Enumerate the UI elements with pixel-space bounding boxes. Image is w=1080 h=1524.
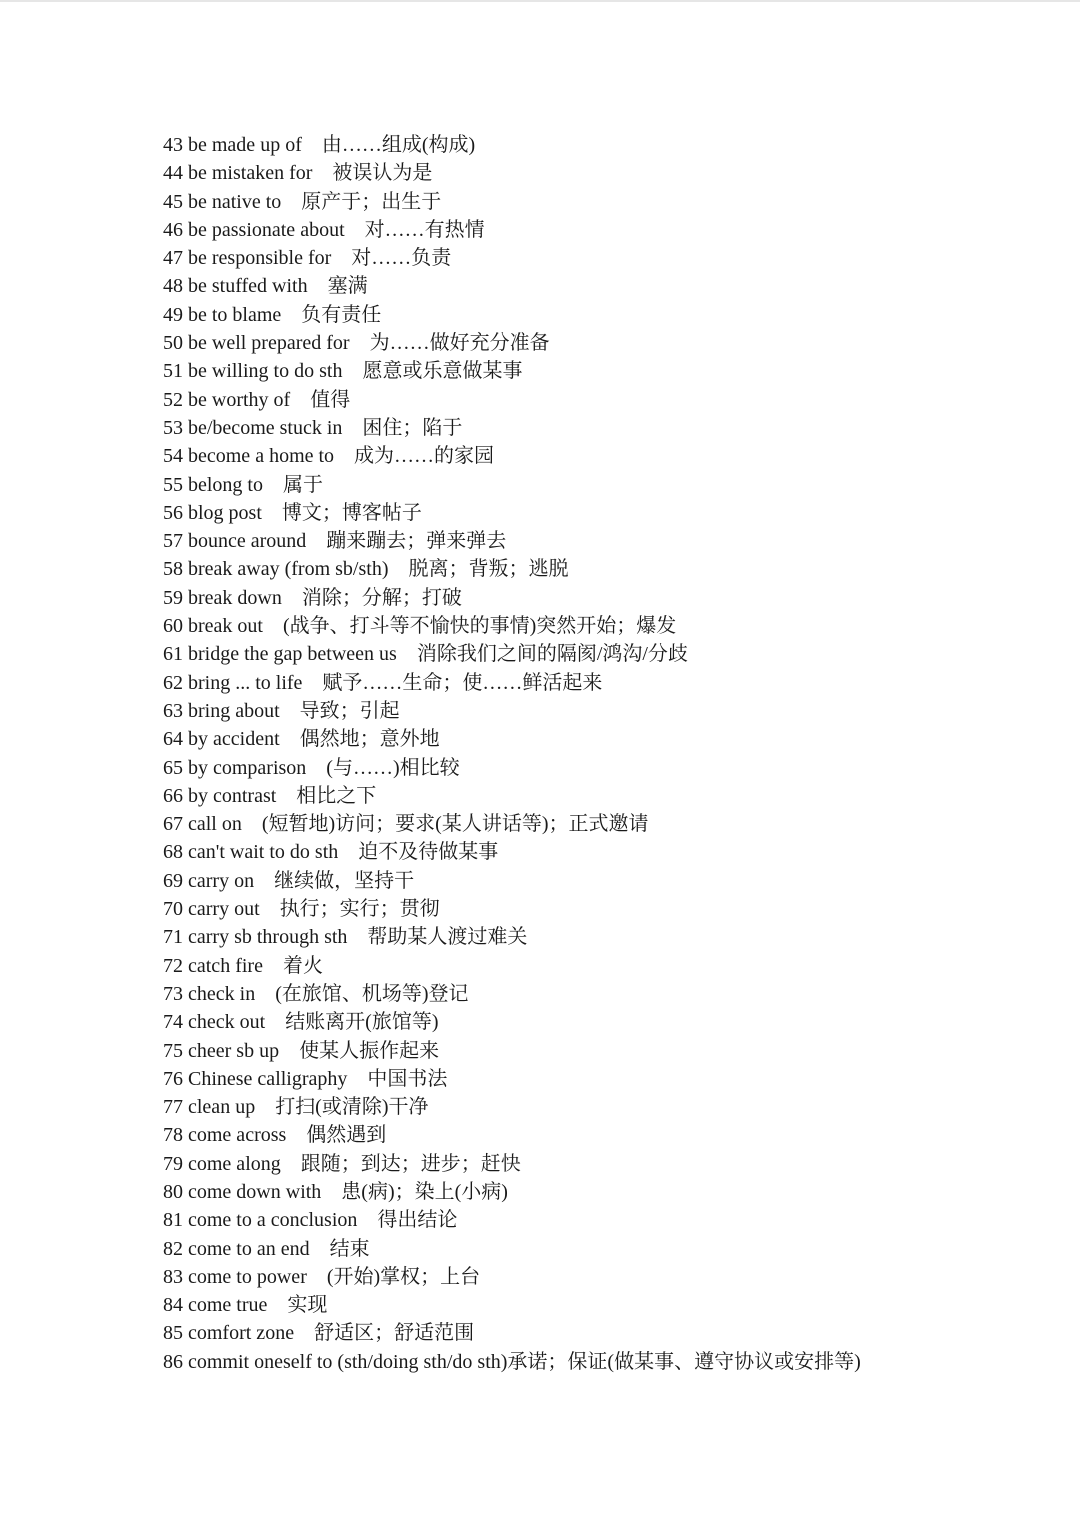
list-item: 53 be/become stuck in 困住；陷于 — [163, 416, 463, 439]
list-item: 59 break down 消除；分解；打破 — [163, 586, 462, 609]
list-item: 52 be worthy of 值得 — [163, 388, 351, 411]
list-item: 66 by contrast 相比之下 — [163, 784, 377, 807]
list-item: 76 Chinese calligraphy 中国书法 — [163, 1067, 448, 1090]
list-item: 64 by accident 偶然地；意外地 — [163, 728, 440, 751]
list-item: 44 be mistaken for 被误认为是 — [163, 162, 433, 185]
list-item: 61 bridge the gap between us 消除我们之间的隔阂/鸿沟/分歧 — [163, 643, 688, 666]
list-item: 60 break out (战争、打斗等不愉快的事情)突然开始；爆发 — [163, 615, 677, 638]
page-top-edge — [0, 0, 1080, 2]
list-item: 75 cheer sb up 使某人振作起来 — [163, 1039, 440, 1062]
list-item: 68 can't wait to do sth 迫不及待做某事 — [163, 841, 499, 864]
list-item: 56 blog post 博文；博客帖子 — [163, 501, 422, 524]
list-item: 49 be to blame 负有责任 — [163, 303, 382, 326]
list-item: 80 come down with 患(病)；染上(小病) — [163, 1180, 508, 1203]
list-item: 55 belong to 属于 — [163, 473, 323, 496]
list-item: 72 catch fire 着火 — [163, 954, 323, 977]
list-item: 70 carry out 执行；实行；贯彻 — [163, 898, 440, 921]
list-item: 57 bounce around 蹦来蹦去；弹来弹去 — [163, 530, 507, 553]
list-item: 74 check out 结账离开(旅馆等) — [163, 1011, 439, 1034]
list-item: 67 call on (短暂地)访问；要求(某人讲话等)；正式邀请 — [163, 813, 649, 836]
list-item: 71 carry sb through sth 帮助某人渡过难关 — [163, 926, 528, 949]
list-item: 69 carry on 继续做，坚持干 — [163, 869, 415, 892]
list-item: 54 become a home to 成为……的家园 — [163, 445, 495, 468]
list-item: 77 clean up 打扫(或清除)干净 — [163, 1096, 429, 1119]
list-item: 62 bring ... to life 赋予……生命；使……鲜活起来 — [163, 671, 603, 694]
list-item: 73 check in (在旅馆、机场等)登记 — [163, 982, 469, 1005]
list-item: 82 come to an end 结束 — [163, 1237, 370, 1260]
list-item: 63 bring about 导致；引起 — [163, 699, 400, 722]
list-item: 43 be made up of 由……组成(构成) — [163, 134, 476, 156]
list-item: 47 be responsible for 对……负责 — [163, 247, 452, 270]
list-item: 78 come across 偶然遇到 — [163, 1124, 387, 1147]
list-item: 65 by comparison (与……)相比较 — [163, 756, 460, 779]
phrase-list — [163, 131, 861, 1376]
list-item: 79 come along 跟随；到达；进步；赶快 — [163, 1152, 521, 1175]
list-item: 86 commit oneself to (sth/doing sth/do sth)承诺；保证(做某事、遵守协议或安排等) — [163, 1350, 861, 1373]
list-item: 58 break away (from sb/sth) 脱离；背叛；逃脱 — [163, 558, 569, 581]
list-item: 85 comfort zone 舒适区；舒适范围 — [163, 1322, 475, 1345]
list-item: 83 come to power (开始)掌权；上台 — [163, 1265, 481, 1288]
list-item: 50 be well prepared for 为……做好充分准备 — [163, 332, 550, 355]
list-item: 51 be willing to do sth 愿意或乐意做某事 — [163, 360, 523, 383]
list-item: 81 come to a conclusion 得出结论 — [163, 1209, 458, 1232]
list-item: 45 be native to 原产于；出生于 — [163, 190, 442, 213]
list-item: 84 come true 实现 — [163, 1294, 328, 1317]
list-item: 46 be passionate about 对……有热情 — [163, 218, 485, 241]
list-item: 48 be stuffed with 塞满 — [163, 275, 368, 298]
